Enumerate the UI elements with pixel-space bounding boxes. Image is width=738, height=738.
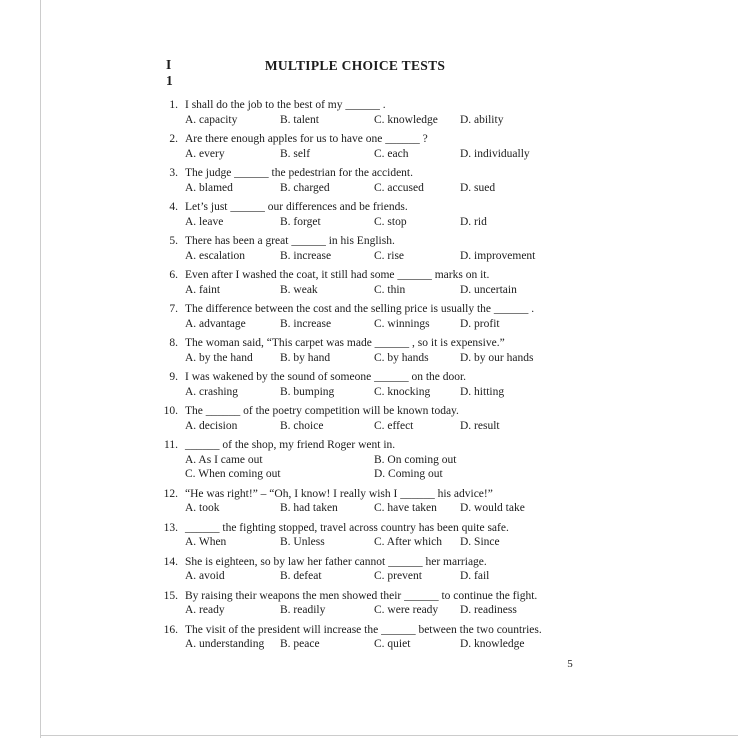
- page-edge-left: [40, 0, 41, 738]
- option: A. escalation: [185, 249, 246, 262]
- options-row: [185, 501, 650, 516]
- question-line: [160, 302, 650, 317]
- question-item: [160, 166, 650, 195]
- question-number: 7.: [169, 303, 178, 315]
- option: B. readily: [280, 604, 326, 616]
- question-line: [160, 166, 650, 181]
- question-number: 10.: [163, 405, 178, 417]
- question-text: “He was right!” – “Oh, I know! I really wish I ______ his advice!”: [185, 487, 493, 500]
- question-item: [160, 132, 650, 161]
- question-line: [160, 200, 650, 215]
- option: D. sued: [460, 181, 496, 194]
- question-number: 1.: [169, 99, 178, 111]
- question-text: There has been a great ______ in his English.: [185, 235, 395, 247]
- option: A. every: [185, 147, 225, 160]
- question-text: The difference between the cost and the selling price is usually the ______ .: [185, 303, 535, 315]
- option: B. bumping: [280, 385, 335, 398]
- option: B. peace: [280, 638, 320, 650]
- option: D. readiness: [460, 604, 517, 616]
- option: D. Since: [460, 536, 500, 548]
- question-item: [160, 555, 650, 584]
- option: C. winnings: [374, 317, 430, 330]
- option: B. increase: [280, 249, 332, 262]
- question-item: [160, 438, 650, 482]
- question-line: [160, 370, 650, 385]
- option: D. Coming out: [374, 468, 443, 480]
- options-row: [185, 181, 650, 196]
- question-line: [160, 521, 650, 536]
- question-line: [160, 268, 650, 283]
- option: C. effect: [374, 419, 414, 432]
- question-line: [160, 98, 650, 113]
- question-item: [160, 623, 650, 652]
- question-number: 9.: [169, 371, 178, 383]
- option: D. result: [460, 419, 500, 432]
- option: D. by our hands: [460, 351, 534, 364]
- option: B. choice: [280, 419, 324, 432]
- options-row: [185, 283, 650, 298]
- options-row: [185, 385, 650, 400]
- section-label: [166, 57, 173, 89]
- question-number: 14.: [163, 555, 178, 568]
- option: C. thin: [374, 283, 406, 296]
- option: A. took: [185, 502, 220, 514]
- question-item: [160, 302, 650, 331]
- option: D. hitting: [460, 385, 505, 398]
- options-row: [185, 215, 650, 230]
- question-number: 4.: [169, 201, 178, 213]
- option: D. uncertain: [460, 283, 517, 296]
- question-line: [160, 438, 650, 453]
- question-text: The visit of the president will increase the ______ between the two countries.: [185, 623, 542, 636]
- option: B. had taken: [280, 502, 338, 514]
- question-text: Are there enough apples for us to have one ______ ?: [185, 133, 428, 145]
- question-text: Let’s just ______ our differences and be friends.: [185, 201, 408, 213]
- question-text: The woman said, “This carpet was made ______ , so it is expensive.”: [185, 337, 505, 349]
- question-number: 6.: [169, 269, 178, 281]
- option: B. weak: [280, 283, 318, 296]
- options-row: [185, 317, 650, 332]
- option: A. advantage: [185, 317, 246, 330]
- question-line: [160, 404, 650, 419]
- page-number: 5: [567, 658, 573, 670]
- question-text: The judge ______ the pedestrian for the accident.: [185, 167, 414, 179]
- option: B. by hand: [280, 351, 331, 364]
- option: B. Unless: [280, 536, 325, 548]
- question-item: [160, 234, 650, 263]
- options-row: [185, 249, 650, 264]
- question-number: 11.: [164, 439, 178, 451]
- options-row: [185, 147, 650, 162]
- options-row: [185, 637, 650, 652]
- page-title: MULTIPLE CHOICE TESTS: [264, 58, 446, 73]
- option: C. accused: [374, 181, 424, 194]
- option: D. improvement: [460, 249, 536, 262]
- option: A. capacity: [185, 113, 238, 126]
- question-number: 12.: [163, 487, 178, 500]
- question-number: 8.: [169, 337, 178, 349]
- option: A. When: [185, 536, 227, 548]
- question-number: 5.: [169, 235, 178, 247]
- option: B. On coming out: [374, 453, 457, 466]
- option: D. would take: [460, 502, 525, 514]
- section-index: 1: [166, 73, 173, 88]
- option: C. each: [374, 147, 409, 160]
- option: B. self: [280, 147, 311, 160]
- question-text: By raising their weapons the men showed their ______ to continue the fight.: [185, 589, 538, 602]
- option: A. As I came out: [185, 453, 263, 466]
- option: C. were ready: [374, 604, 439, 616]
- option: C. quiet: [374, 638, 411, 650]
- option: B. defeat: [280, 570, 322, 582]
- question-item: [160, 98, 650, 127]
- question-item: [160, 336, 650, 365]
- option: A. blamed: [185, 181, 233, 194]
- option: B. increase: [280, 317, 332, 330]
- question-item: [160, 268, 650, 297]
- option: D. rid: [460, 215, 487, 228]
- options-row: [185, 351, 650, 366]
- options-row: [185, 113, 650, 128]
- question-line: [160, 234, 650, 249]
- option: A. understanding: [185, 638, 265, 650]
- options-row: [185, 603, 650, 618]
- option: A. decision: [185, 419, 238, 432]
- option: A. faint: [185, 283, 221, 296]
- option: A. ready: [185, 604, 225, 616]
- option: B. talent: [280, 113, 319, 126]
- section-roman: I: [166, 57, 172, 72]
- question-line: [160, 336, 650, 351]
- questions-list: [160, 98, 650, 657]
- option: B. forget: [280, 215, 321, 228]
- option: C. stop: [374, 215, 407, 228]
- option: C. knocking: [374, 385, 431, 398]
- option: A. by the hand: [185, 351, 253, 364]
- question-text: I was wakened by the sound of someone ______ on the door.: [185, 371, 467, 383]
- question-line: [160, 623, 650, 638]
- option: C. prevent: [374, 570, 422, 582]
- options-row: [185, 419, 650, 434]
- option: A. crashing: [185, 385, 239, 398]
- question-line: [160, 487, 650, 502]
- option: C. knowledge: [374, 113, 438, 126]
- question-item: [160, 200, 650, 229]
- option: A. avoid: [185, 570, 225, 582]
- question-number: 16.: [163, 623, 178, 636]
- question-line: [160, 132, 650, 147]
- option: D. knowledge: [460, 638, 525, 650]
- question-text: She is eighteen, so by law her father cannot ______ her marriage.: [185, 555, 487, 568]
- question-text: Even after I washed the coat, it still had some ______ marks on it.: [185, 269, 490, 281]
- question-text: ______ the fighting stopped, travel across country has been quite safe.: [185, 521, 509, 534]
- question-line: [160, 589, 650, 604]
- question-number: 3.: [169, 167, 178, 179]
- question-item: [160, 404, 650, 433]
- question-text: I shall do the job to the best of my ______ .: [185, 99, 386, 111]
- option: C. by hands: [374, 351, 429, 364]
- options-row: [185, 453, 650, 482]
- option: D. fail: [460, 570, 490, 582]
- option: D. individually: [460, 147, 530, 160]
- option: C. have taken: [374, 502, 437, 514]
- options-row: [185, 569, 650, 584]
- page-edge-bottom: [40, 735, 738, 736]
- question-text: ______ of the shop, my friend Roger went in.: [185, 439, 396, 451]
- question-line: [160, 555, 650, 570]
- question-item: [160, 487, 650, 516]
- question-item: [160, 589, 650, 618]
- option: C. When coming out: [185, 468, 281, 480]
- question-item: [160, 521, 650, 550]
- option: B. charged: [280, 181, 330, 194]
- question-number: 15.: [163, 589, 178, 602]
- option: A. leave: [185, 215, 224, 228]
- option: C. After which: [374, 536, 443, 548]
- option: C. rise: [374, 249, 405, 262]
- options-row: [185, 535, 650, 550]
- question-item: [160, 370, 650, 399]
- option: D. profit: [460, 317, 500, 330]
- option: D. ability: [460, 113, 504, 126]
- question-number: 2.: [169, 133, 178, 145]
- question-number: 13.: [163, 521, 178, 534]
- question-text: The ______ of the poetry competition will be known today.: [185, 405, 459, 417]
